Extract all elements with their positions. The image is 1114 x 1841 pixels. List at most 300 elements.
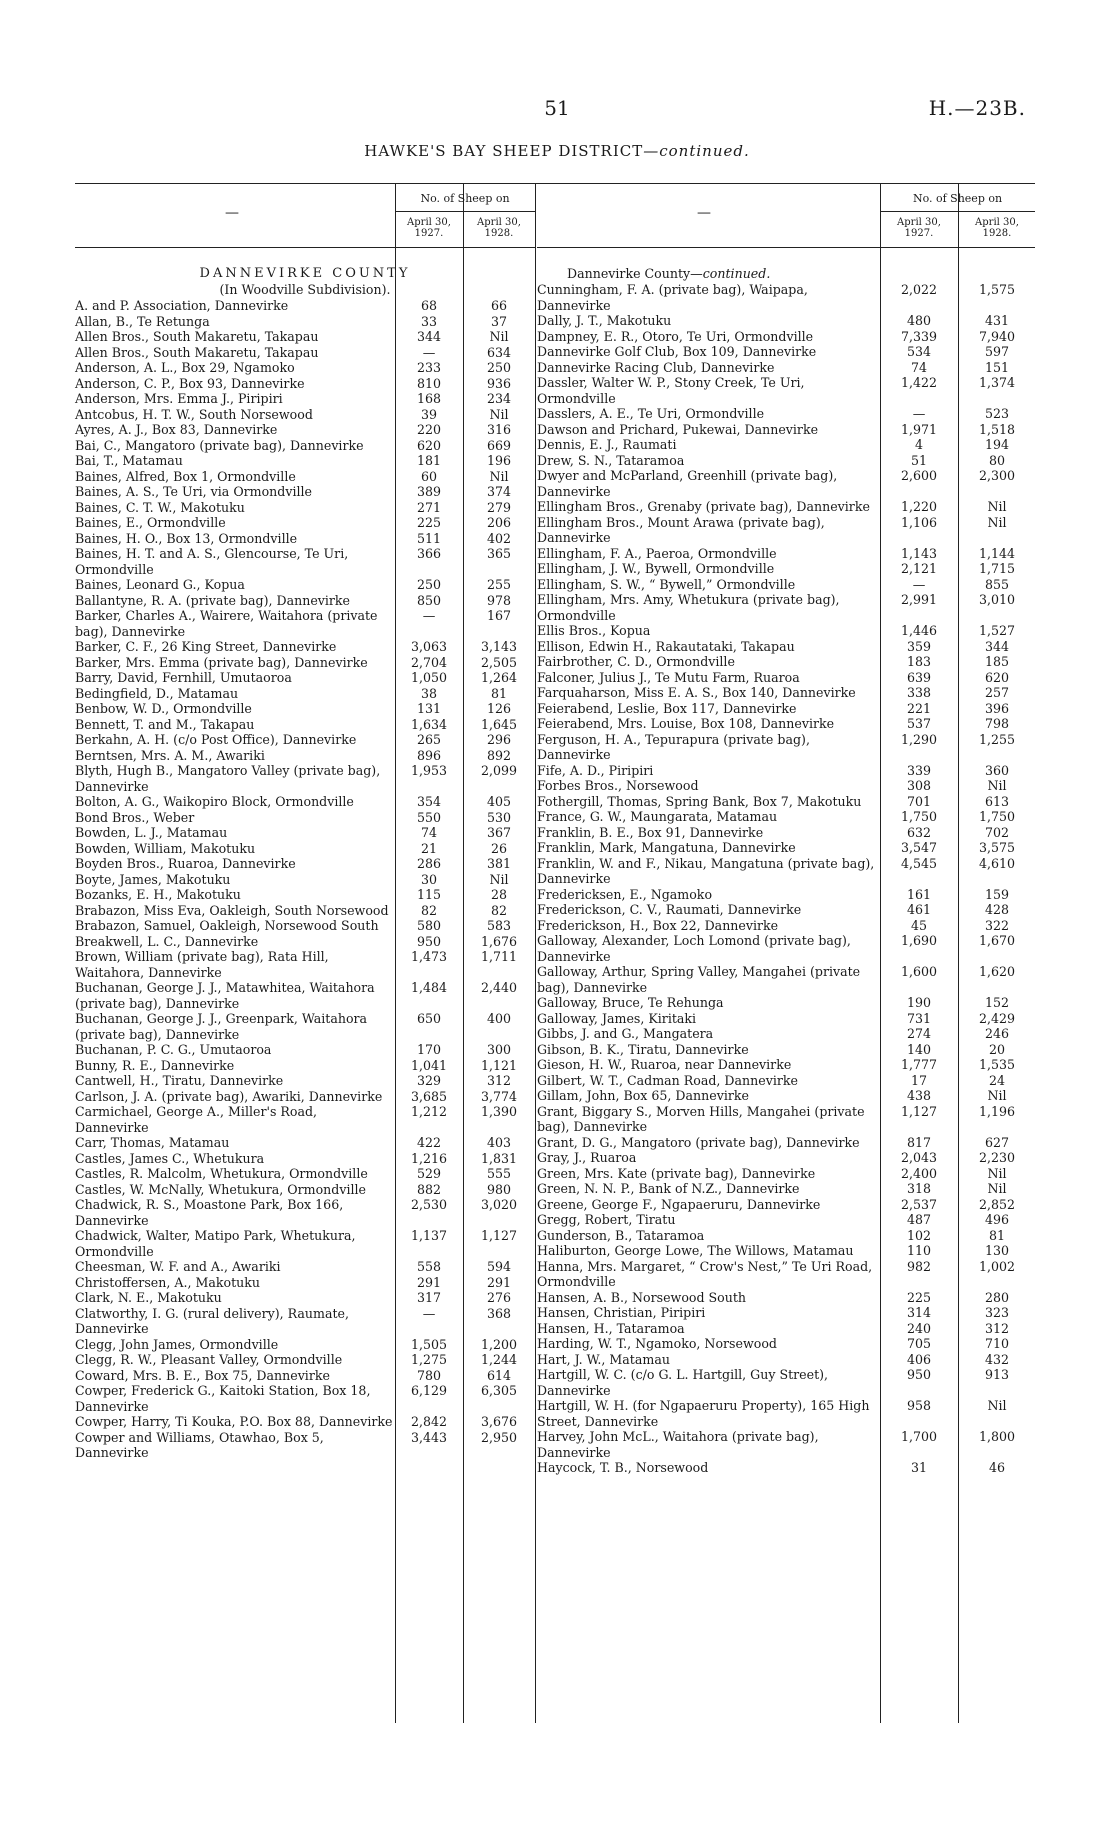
left-column — [75, 183, 536, 1723]
sheep-1928: 1,144 — [978, 545, 1016, 561]
sheep-1927: 487 — [906, 1212, 932, 1227]
table-row — [75, 329, 535, 345]
table-row — [537, 546, 1035, 562]
table-row — [537, 1212, 1035, 1228]
sheep-1927: 705 — [906, 1336, 932, 1351]
sheep-1928: 1,121 — [480, 1057, 518, 1073]
sheep-1928: 1,244 — [480, 1352, 518, 1367]
right-table-header — [537, 183, 1035, 248]
header-group-label: No. of Sheep on — [420, 192, 510, 205]
header-group-label: No. of Sheep on — [912, 192, 1003, 205]
table-row — [537, 1305, 1035, 1321]
table-row — [75, 345, 535, 361]
table-row — [75, 1383, 535, 1414]
sheep-1928: Nil — [987, 1165, 1007, 1181]
sheep-1928: 206 — [486, 515, 512, 530]
table-row — [75, 732, 535, 748]
sheep-1927: 3,443 — [410, 1429, 448, 1445]
table-row — [75, 376, 535, 392]
table-row — [537, 1228, 1035, 1244]
sheep-1927: 7,339 — [900, 328, 938, 344]
table-row — [75, 500, 535, 516]
owner-name: Dannevirke Golf Club, Box 109, Dannevirke — [537, 344, 817, 359]
table-row — [75, 1337, 535, 1353]
owner-name: Galloway, Bruce, Te Rehunga — [537, 995, 724, 1010]
sheep-1927: 4,545 — [900, 855, 938, 871]
sheep-1927: 82 — [420, 902, 438, 918]
sheep-1928: 3,143 — [480, 639, 518, 654]
owner-name: Buchanan, George J. J., Matawhitea, Waitahora (private bag), Dannevirke — [75, 980, 375, 1011]
sheep-1927: 1,050 — [410, 670, 448, 685]
sheep-1928: 26 — [490, 840, 508, 856]
sheep-1928: 3,774 — [480, 1088, 518, 1104]
sheep-1928: 1,196 — [978, 1103, 1016, 1119]
owner-name: Drew, S. N., Tataramoa — [537, 452, 685, 468]
sheep-1927: 31 — [910, 1460, 928, 1475]
table-row — [537, 825, 1035, 841]
table-row — [537, 623, 1035, 639]
owner-name: Grant, D. G., Mangatoro (private bag), Dannevirke — [537, 1134, 860, 1150]
sheep-1927: 68 — [420, 298, 438, 313]
table-row — [537, 360, 1035, 376]
sheep-1928: 130 — [984, 1243, 1010, 1258]
owner-name: Dasslers, A. E., Te Uri, Ormondville — [537, 406, 765, 421]
table-row — [75, 1275, 535, 1291]
sheep-1928: 855 — [984, 576, 1010, 592]
owner-name: Bai, T., Matamau — [75, 453, 183, 468]
owner-name: Ellingham Bros., Mount Arawa (private bag), Dannevirke — [537, 514, 825, 545]
table-row — [537, 1352, 1035, 1368]
owner-name: Ferguson, H. A., Tepurapura (private bag), Dannevirke — [537, 731, 810, 762]
sheep-1927: 2,991 — [900, 592, 938, 607]
sheep-1927: 882 — [416, 1181, 442, 1197]
table-row — [537, 1259, 1035, 1290]
header-dash: — — [697, 205, 711, 221]
sheep-1927: 317 — [416, 1290, 442, 1305]
owner-name: Baines, E., Ormondville — [75, 515, 226, 530]
header-col-1927: April 30, 1927. — [407, 217, 451, 239]
sheep-1928: 80 — [988, 452, 1006, 468]
owner-name: Carmichael, George A., Miller's Road, Dannevirke — [75, 1104, 318, 1135]
sheep-1928: 312 — [984, 1320, 1010, 1336]
sheep-1927: 17 — [910, 1072, 928, 1088]
table-row — [75, 748, 535, 764]
sheep-1927: 110 — [906, 1243, 932, 1258]
table-row — [75, 1197, 535, 1228]
owner-name: Anderson, Mrs. Emma J., Piripiri — [75, 391, 283, 406]
table-row — [537, 592, 1035, 623]
sheep-1928: 152 — [984, 995, 1010, 1010]
sheep-1927: 537 — [906, 716, 932, 731]
owner-name: Anderson, A. L., Box 29, Ngamoko — [75, 360, 295, 375]
title-suffix: —continued. — [643, 142, 750, 160]
sheep-1928: 405 — [486, 794, 512, 809]
sheep-1927: 534 — [906, 344, 932, 359]
sheep-1928: 279 — [486, 499, 512, 515]
table-row — [75, 872, 535, 888]
sheep-1927: 2,842 — [410, 1414, 448, 1429]
sheep-1927: 620 — [416, 437, 442, 453]
sheep-1928: 627 — [984, 1134, 1010, 1150]
table-row — [537, 701, 1035, 717]
owner-name: Cunningham, F. A. (private bag), Waipapa, Dannevirke — [537, 282, 808, 313]
sheep-1927: 896 — [416, 747, 442, 763]
sheep-1927: 2,121 — [900, 561, 938, 576]
owner-name: Ellingham, Mrs. Amy, Whetukura (private bag), Ormondville — [537, 592, 840, 623]
sheep-1927: 1,953 — [410, 763, 448, 778]
owner-name: Fothergill, Thomas, Spring Bank, Box 7, Makotuku — [537, 793, 862, 809]
sheep-1928: 2,099 — [480, 763, 518, 778]
sheep-1927: 406 — [906, 1351, 932, 1367]
table-row — [537, 964, 1035, 995]
sheep-1928: 46 — [988, 1460, 1006, 1475]
table-row — [75, 670, 535, 686]
table-row — [75, 546, 535, 577]
table-row — [75, 934, 535, 950]
sheep-1927: 131 — [416, 701, 442, 716]
table-row — [537, 1073, 1035, 1089]
sheep-1927: 1,143 — [900, 545, 938, 561]
table-row — [537, 654, 1035, 670]
sheep-1927: 1,700 — [900, 1429, 938, 1444]
owner-name: Green, Mrs. Kate (private bag), Dannevirke — [537, 1165, 816, 1181]
sheep-1928: 1,620 — [978, 964, 1016, 979]
table-row — [537, 639, 1035, 655]
sheep-1928: 6,305 — [480, 1383, 518, 1398]
owner-name: Allan, B., Te Retunga — [75, 313, 210, 329]
sheep-1927: 318 — [906, 1181, 932, 1196]
table-row — [75, 918, 535, 934]
table-row — [75, 1228, 535, 1259]
owner-name: Cheesman, W. F. and A., Awariki — [75, 1259, 281, 1274]
sheep-1928: 1,715 — [978, 561, 1016, 576]
owner-name: Baines, A. S., Te Uri, via Ormondville — [75, 484, 313, 499]
sheep-1927: 161 — [906, 886, 932, 902]
owner-name: Ellingham, F. A., Paeroa, Ormondville — [537, 545, 777, 561]
table-row — [75, 1135, 535, 1151]
sheep-1928: 1,535 — [978, 1057, 1016, 1072]
sheep-1927: 3,063 — [410, 639, 448, 654]
sheep-1927: 354 — [416, 794, 442, 809]
owner-name: Dennis, E. J., Raumati — [537, 437, 677, 452]
table-row — [75, 593, 535, 609]
sheep-1928: 702 — [984, 824, 1010, 840]
sheep-1928: 913 — [984, 1367, 1010, 1382]
table-row — [75, 810, 535, 826]
sheep-1927: 529 — [416, 1166, 442, 1181]
sheep-1927: 271 — [416, 499, 442, 515]
sheep-1928: 1,002 — [978, 1258, 1016, 1274]
owner-name: Blyth, Hugh B., Mangatoro Valley (private bag), Dannevirke — [75, 763, 381, 794]
owner-name: Forbes Bros., Norsewood — [537, 778, 699, 793]
sheep-1927: 731 — [906, 1010, 932, 1026]
sheep-1928: 360 — [984, 762, 1010, 778]
table-row — [75, 469, 535, 485]
sheep-1927: 550 — [416, 809, 442, 825]
owner-name: Carlson, J. A. (private bag), Awariki, Dannevirke — [75, 1088, 383, 1104]
table-row — [75, 1290, 535, 1306]
sheep-1928: 432 — [984, 1351, 1010, 1367]
owner-name: Clatworthy, I. G. (rural delivery), Raumate, Dannevirke — [75, 1305, 349, 1336]
owner-name: Ellingham, S. W., “ Bywell,” Ormondville — [537, 576, 796, 592]
owner-name: Berntsen, Mrs. A. M., Awariki — [75, 747, 265, 763]
sheep-1927: 1,777 — [900, 1057, 938, 1072]
owner-name: Bowden, William, Makotuku — [75, 840, 256, 856]
table-row — [537, 856, 1035, 887]
table-row — [75, 298, 535, 314]
sheep-1928: 3,010 — [978, 592, 1016, 607]
sheep-1927: 314 — [906, 1305, 932, 1320]
owner-name: Haliburton, George Lowe, The Willows, Matamau — [537, 1243, 854, 1258]
owner-name: Breakwell, L. C., Dannevirke — [75, 933, 259, 949]
owner-name: Franklin, B. E., Box 91, Dannevirke — [537, 824, 764, 840]
owner-name: Allen Bros., South Makaretu, Takapau — [75, 329, 319, 344]
owner-name: Fife, A. D., Piripiri — [537, 762, 654, 778]
sheep-1928: 1,670 — [978, 933, 1016, 948]
owner-name: Feierabend, Leslie, Box 117, Dannevirke — [537, 700, 797, 716]
sheep-1928: 2,429 — [978, 1010, 1016, 1026]
table-row — [75, 903, 535, 919]
left-table-body — [75, 248, 535, 1461]
table-row — [537, 329, 1035, 345]
table-row — [537, 902, 1035, 918]
sheep-1927: 461 — [906, 902, 932, 917]
sheep-1928: Nil — [987, 499, 1007, 514]
sheep-1927: 1,290 — [900, 731, 938, 747]
table-row — [75, 701, 535, 717]
table-row — [75, 1182, 535, 1198]
sheep-1927: 1,127 — [900, 1103, 938, 1119]
owner-name: Hart, J. W., Matamau — [537, 1351, 670, 1367]
sheep-1928: 403 — [486, 1135, 512, 1150]
table-row — [75, 639, 535, 655]
owner-name: Gregg, Robert, Tiratu — [537, 1212, 676, 1227]
sheep-1928: 316 — [486, 422, 512, 437]
owner-name: Allen Bros., South Makaretu, Takapau — [75, 344, 319, 360]
sheep-1928: 280 — [984, 1289, 1010, 1305]
table-row — [75, 655, 535, 671]
owner-name: Brabazon, Miss Eva, Oakleigh, South Norsewood — [75, 902, 389, 918]
sheep-1927: 1,750 — [900, 809, 938, 824]
owner-name: Castles, R. Malcolm, Whetukura, Ormondville — [75, 1166, 368, 1181]
owner-name: Buchanan, P. C. G., Umutaoroa — [75, 1042, 272, 1057]
sheep-1928: 936 — [486, 375, 512, 391]
owner-name: France, G. W., Maungarata, Matamau — [537, 809, 778, 824]
sheep-1928: 1,711 — [480, 949, 518, 964]
owner-name: Bozanks, E. H., Makotuku — [75, 887, 241, 902]
sheep-1928: 798 — [984, 716, 1010, 731]
owner-name: Dally, J. T., Makotuku — [537, 313, 672, 328]
owner-name: Cantwell, H., Tiratu, Dannevirke — [75, 1073, 284, 1088]
owner-name: Gieson, H. W., Ruaroa, near Dannevirke — [537, 1057, 792, 1072]
sheep-1927: 438 — [906, 1088, 932, 1103]
sheep-1928: Nil — [987, 1088, 1007, 1103]
sheep-1927: — — [912, 576, 926, 592]
table-row — [537, 1042, 1035, 1058]
sheep-1927: 1,216 — [410, 1150, 448, 1166]
sheep-1927: — — [422, 1305, 436, 1321]
owner-name: Galloway, Arthur, Spring Valley, Mangahei (private bag), Dannevirke — [537, 964, 861, 995]
table-row — [75, 1368, 535, 1384]
owner-name: Dwyer and McParland, Greenhill (private bag), Dannevirke — [537, 468, 838, 499]
sheep-1928: 344 — [984, 638, 1010, 654]
sheep-1928: 255 — [486, 577, 512, 592]
subsection-heading: (In Woodville Subdivision). — [219, 282, 391, 297]
owner-name: Buchanan, George J. J., Greenpark, Waitahora (private bag), Dannevirke — [75, 1011, 368, 1042]
table-row — [537, 840, 1035, 856]
sheep-1928: 1,800 — [978, 1429, 1016, 1444]
sheep-1928: 250 — [486, 360, 512, 375]
table-row — [537, 1181, 1035, 1197]
owner-name: Antcobus, H. T. W., South Norsewood — [75, 406, 313, 422]
owner-name: Franklin, Mark, Mangatuna, Dannevirke — [537, 840, 796, 855]
sheep-1928: 291 — [486, 1274, 512, 1290]
sheep-1927: 51 — [910, 452, 928, 468]
owner-name: Hansen, Christian, Piripiri — [537, 1305, 706, 1320]
sheep-1928: 3,020 — [480, 1197, 518, 1212]
owner-name: Clark, N. E., Makotuku — [75, 1290, 222, 1305]
table-row — [537, 1150, 1035, 1166]
sheep-1928: 396 — [984, 700, 1010, 716]
section-title: Dannevirke County — [567, 266, 691, 281]
header-rule — [880, 211, 1035, 212]
sheep-1928: 1,750 — [978, 809, 1016, 824]
sheep-1927: 2,022 — [900, 282, 938, 297]
table-row — [537, 794, 1035, 810]
sheep-1928: 151 — [984, 359, 1010, 375]
table-row — [75, 686, 535, 702]
sheep-1927: 38 — [420, 685, 438, 701]
owner-name: Galloway, Alexander, Loch Lomond (private bag), Dannevirke — [537, 933, 851, 964]
sheep-1928: 1,676 — [480, 933, 518, 949]
table-row — [75, 825, 535, 841]
sheep-1927: 2,600 — [900, 468, 938, 483]
table-row — [537, 422, 1035, 438]
table-row — [537, 778, 1035, 794]
left-table-header — [75, 183, 535, 248]
owner-name: Gilbert, W. T., Cadman Road, Dannevirke — [537, 1072, 798, 1088]
sheep-1927: 1,220 — [900, 499, 938, 514]
sheep-1928: 1,518 — [978, 421, 1016, 437]
table-row — [75, 531, 535, 547]
owner-name: Brabazon, Samuel, Oakleigh, Norsewood South — [75, 918, 379, 933]
sheep-1927: 958 — [906, 1398, 932, 1413]
table-row — [75, 1259, 535, 1275]
sheep-1927: 221 — [906, 700, 932, 716]
header-col-1928: April 30, 1928. — [975, 217, 1019, 239]
owner-name: Ellingham, J. W., Bywell, Ormondville — [537, 561, 775, 576]
sheep-1928: 4,610 — [978, 855, 1016, 871]
table-row — [537, 809, 1035, 825]
sheep-1927: 233 — [416, 360, 442, 375]
owner-name: Dampney, E. R., Otoro, Te Uri, Ormondville — [537, 328, 814, 344]
owner-name: Baines, H. T. and A. S., Glencourse, Te Uri, Ormondville — [75, 546, 349, 577]
sheep-1928: 196 — [486, 453, 512, 468]
sheep-1927: 1,634 — [410, 716, 448, 732]
sheep-1928: Nil — [489, 468, 509, 484]
sheep-1927: 240 — [906, 1320, 932, 1336]
table-row — [75, 608, 535, 639]
sheep-1928: 892 — [486, 747, 512, 763]
sheep-1927: 102 — [906, 1227, 932, 1243]
sheep-1928: 368 — [486, 1305, 512, 1321]
sheep-1927: 339 — [906, 762, 932, 778]
table-row — [537, 670, 1035, 686]
table-row — [75, 887, 535, 903]
owner-name: Hanna, Mrs. Margaret, “ Crow's Nest,” Te Uri Road, Ormondville — [537, 1258, 873, 1289]
sheep-1927: 170 — [416, 1042, 442, 1057]
owner-name: Bunny, R. E., Dannevirke — [75, 1057, 235, 1073]
sheep-1927: 181 — [416, 453, 442, 468]
sheep-1927: 168 — [416, 391, 442, 406]
table-row — [537, 1197, 1035, 1213]
table-row — [537, 1321, 1035, 1337]
table-row — [75, 438, 535, 454]
page-title — [0, 142, 1114, 160]
sheep-1927: 1,446 — [900, 623, 938, 638]
sheep-1927: 2,530 — [410, 1197, 448, 1212]
owner-name: Chadwick, Walter, Matipo Park, Whetukura, Ormondville — [75, 1228, 356, 1259]
sheep-1927: 4 — [914, 437, 923, 452]
table-row — [537, 763, 1035, 779]
table-row — [75, 1352, 535, 1368]
sheep-1927: 74 — [910, 359, 928, 375]
owner-name: Castles, W. McNally, Whetukura, Ormondville — [75, 1181, 366, 1197]
sheep-1928: 1,374 — [978, 375, 1016, 390]
sheep-1928: 365 — [486, 546, 512, 561]
right-table-body — [537, 248, 1035, 1476]
sheep-1927: — — [422, 608, 436, 623]
table-row — [75, 1104, 535, 1135]
sheep-1928: 185 — [984, 654, 1010, 669]
table-row — [537, 468, 1035, 499]
sheep-1928: 1,255 — [978, 731, 1016, 747]
sheep-1928: 381 — [486, 856, 512, 871]
owner-name: Grant, Biggary S., Morven Hills, Mangahei (private bag), Dannevirke — [537, 1103, 865, 1134]
table-row — [75, 360, 535, 376]
table-row — [75, 314, 535, 330]
table-row — [537, 515, 1035, 546]
sheep-1927: 780 — [416, 1367, 442, 1383]
table-row — [537, 1398, 1035, 1429]
sheep-1927: 850 — [416, 592, 442, 608]
sheep-1928: Nil — [987, 1398, 1007, 1413]
owner-name: Franklin, W. and F., Nikau, Mangatuna (private bag), Dannevirke — [537, 855, 875, 886]
sheep-1927: 650 — [416, 1011, 442, 1026]
table-row — [537, 1104, 1035, 1135]
owner-name: Galloway, James, Kiritaki — [537, 1010, 697, 1026]
owner-name: Hansen, H., Tataramoa — [537, 1320, 685, 1336]
sheep-1928: 555 — [486, 1166, 512, 1181]
table-row — [75, 391, 535, 407]
sheep-1927: 1,484 — [410, 980, 448, 995]
section-heading: DANNEVIRKE COUNTY — [199, 266, 411, 281]
owner-name: Bolton, A. G., Waikopiro Block, Ormondville — [75, 794, 354, 809]
sheep-1927: — — [422, 344, 436, 360]
owner-name: Barker, Mrs. Emma (private bag), Dannevirke — [75, 654, 368, 670]
owner-name: Ayres, A. J., Box 83, Dannevirke — [75, 422, 278, 437]
owner-name: Frederickson, C. V., Raumati, Dannevirke — [537, 902, 802, 917]
sheep-1928: 322 — [984, 917, 1010, 933]
sheep-1928: 1,264 — [480, 670, 518, 685]
owner-name: Bennett, T. and M., Takapau — [75, 716, 255, 732]
sheep-1928: Nil — [987, 514, 1007, 530]
sheep-1928: 428 — [984, 902, 1010, 917]
sheep-1928: Nil — [489, 406, 509, 422]
sheep-1927: 1,137 — [410, 1228, 448, 1243]
table-row — [75, 1430, 535, 1461]
owner-name: Ballantyne, R. A. (private bag), Dannevirke — [75, 592, 351, 608]
